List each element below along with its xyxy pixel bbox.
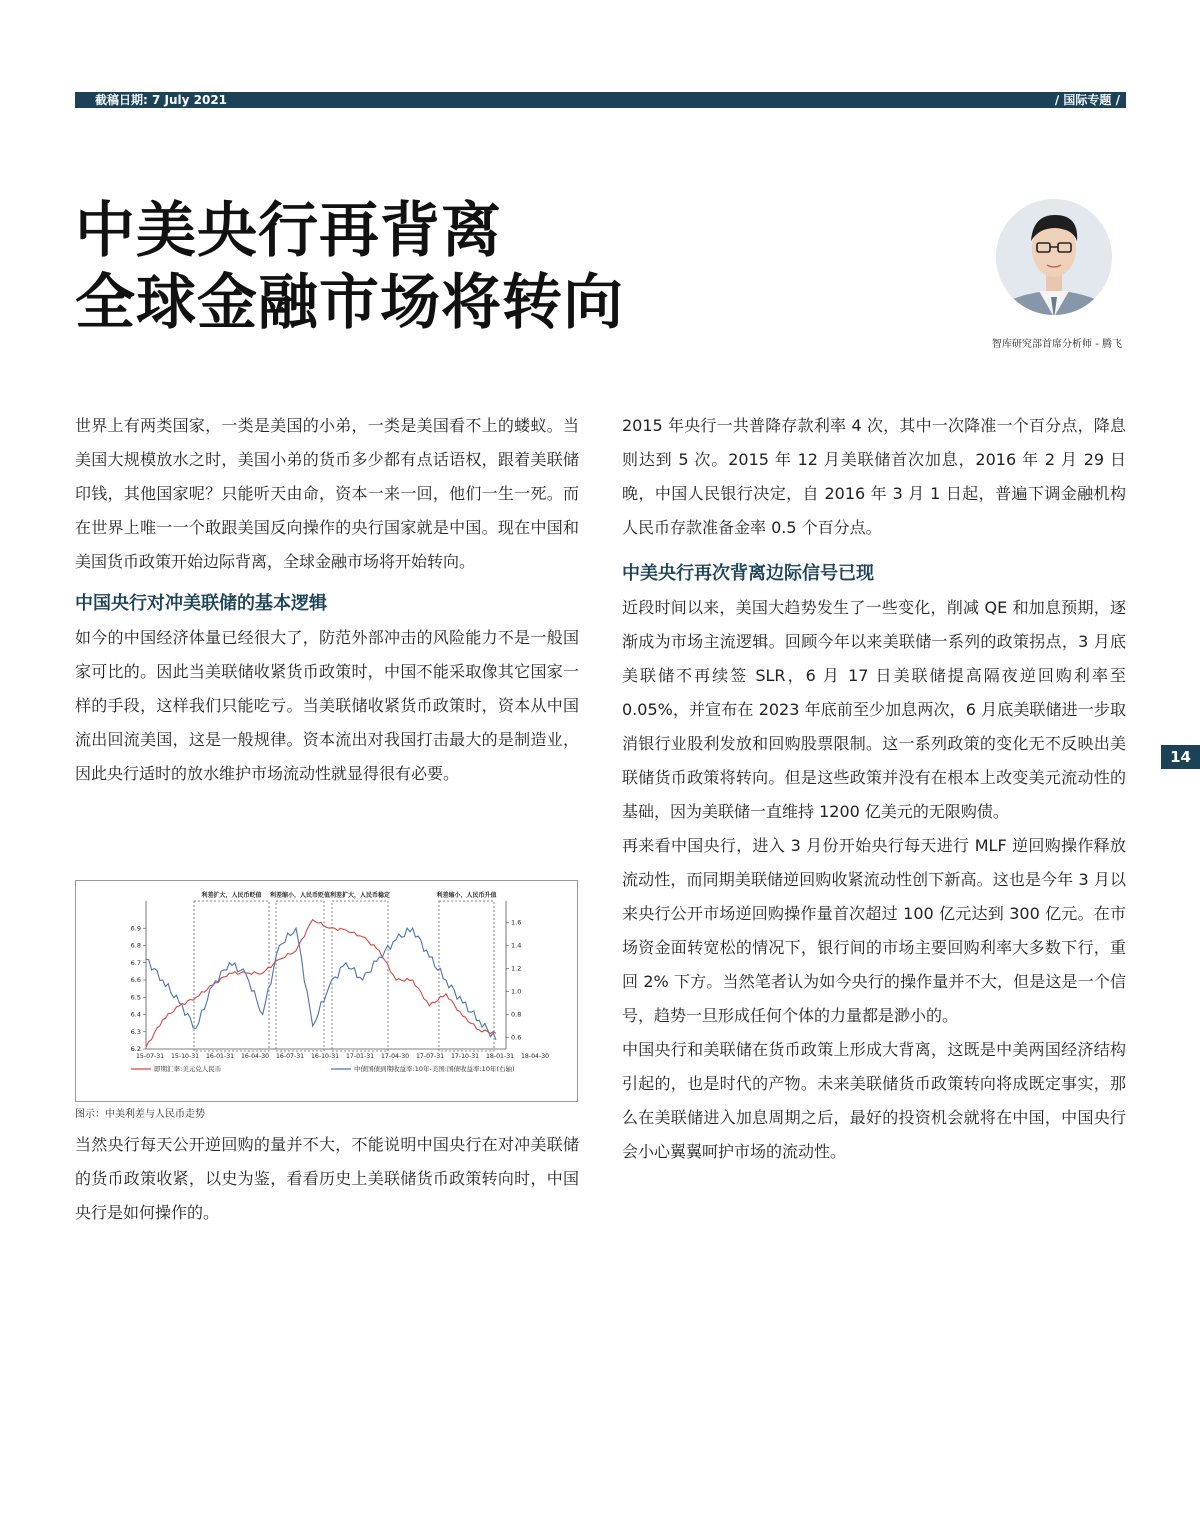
paragraph-history: 当然央行每天公开逆回购的量并不大，不能说明中国央行在对冲美联储的货币政策收紧，以史为鉴，看看历史上美联储货币政策转向时，中国央行是如何操作的。 <box>75 1135 579 1222</box>
chart-x-tick-label: 15-10-31 <box>171 1053 200 1060</box>
section-label: / 国际专题 / <box>1054 93 1120 107</box>
chart-left-tick-label: 6.8 <box>130 941 141 950</box>
page-number: 14 <box>1161 745 1200 769</box>
chart-caption: 图示：中美利差与人民币走势 <box>75 1109 205 1120</box>
section-heading-2: 中美央行再次背离边际信号已现 <box>622 563 874 584</box>
chart-x-tick-label: 17-07-31 <box>416 1053 445 1060</box>
chart-legend-label: 中债国债到期收益率:10年-美国:国债收益率:10年(右轴) <box>354 1065 515 1073</box>
chart-region-label: 利差扩大，人民币贬值 <box>201 892 262 899</box>
right-column <box>622 409 1126 1169</box>
author-byline: 智库研究部首席分析师 - 腾飞 <box>992 339 1122 350</box>
chart-region-box <box>332 901 388 1051</box>
left-column <box>75 409 579 791</box>
chart-right-tick-label: 1.6 <box>511 918 522 927</box>
chart-right-tick-label: 1.2 <box>511 964 522 973</box>
author-portrait <box>995 195 1113 330</box>
paragraph-pboc: 再来看中国央行，进入 3 月份开始央行每天进行 MLF 逆回购操作释放流动性，而同期美联储逆回购收紧流动性创下新高。这也是今年 3 月以来央行公开市场逆回购操作量首次超过 100 亿元达到 300 亿元。在市场资金面转宽松的情况下，银行间的市场主要回购利率大多数下行，重回 2% 下方。当然笔者认为如今央行的操作量并不大，但是这是一个信号，趋势一旦形成任何个体的力量都是渺小的。 <box>622 836 1126 1025</box>
chart-left-tick-label: 6.5 <box>130 993 141 1002</box>
chart-figure <box>75 880 578 1102</box>
chart-x-tick-label: 17-04-30 <box>381 1053 410 1060</box>
chart-x-tick-label: 16-04-30 <box>241 1053 270 1060</box>
chart-svg <box>76 881 579 1103</box>
issue-date: 截稿日期: 7 July 2021 <box>95 93 228 107</box>
chart-right-tick-label: 0.6 <box>511 1033 522 1042</box>
chart-left-tick-label: 6.3 <box>130 1027 141 1036</box>
chart-left-tick-label: 6.7 <box>130 958 141 967</box>
intro-paragraph: 世界上有两类国家，一类是美国的小弟，一类是美国看不上的蝼蚁。当美国大规模放水之时，美国小弟的货币多少都有点话语权，跟着美联储印钱，其他国家呢？只能听天由命，资本一来一回，他们一生一死。而在世界上唯一一个敢跟美国反向操作的央行国家就是中国。现在中国和美国货币政策开始边际背离，全球金融市场将开始转向。 <box>75 416 579 571</box>
chart-right-tick-label: 0.8 <box>511 1010 522 1019</box>
paragraph-logic: 如今的中国经济体量已经很大了，防范外部冲击的风险能力不是一般国家可比的。因此当美联储收紧货币政策时，中国不能采取像其它国家一样的手段，这样我们只能吃亏。当美联储收紧货币政策时，资本从中国流出回流美国，这是一般规律。资本流出对我国打击最大的是制造业，因此央行适时的放水维护市场流动性就显得很有必要。 <box>75 628 579 783</box>
chart-region-label: 利差扩大，人民币稳定 <box>329 892 391 899</box>
header-bar <box>75 92 1126 108</box>
section-heading-1: 中国央行对冲美联储的基本逻辑 <box>75 593 327 614</box>
chart-x-tick-label: 16-07-31 <box>276 1053 305 1060</box>
chart-x-tick-label: 16-10-31 <box>311 1053 340 1060</box>
chart-x-tick-label: 16-01-31 <box>206 1053 235 1060</box>
chart-region-box <box>194 901 269 1051</box>
title-line-2: 全球金融市场将转向 <box>75 268 624 338</box>
chart-series-line <box>146 920 496 1048</box>
chart-x-tick-label: 18-01-31 <box>486 1053 515 1060</box>
chart-x-tick-label: 17-10-31 <box>451 1053 480 1060</box>
chart-region-box <box>439 901 494 1051</box>
left-column-bottom <box>75 1128 579 1230</box>
chart-left-tick-label: 6.6 <box>130 976 141 984</box>
chart-region-box <box>276 901 324 1051</box>
chart-left-tick-label: 6.4 <box>130 1010 141 1019</box>
chart-left-tick-label: 6.2 <box>130 1045 141 1053</box>
article-title <box>75 195 624 339</box>
chart-x-tick-label: 15-07-31 <box>136 1053 165 1060</box>
chart-right-tick-label: 1.0 <box>511 987 522 996</box>
chart-left-tick-label: 6.9 <box>130 924 141 933</box>
paragraph-conclusion: 中国央行和美联储在货币政策上形成大背离，这既是中美两国经济结构引起的，也是时代的产物。未来美联储货币政策转向将成既定事实，那么在美联储进入加息周期之后，最好的投资机会就将在中国，中国央行会小心翼翼呵护市场的流动性。 <box>622 1040 1126 1161</box>
paragraph-fed: 近段时间以来，美国大趋势发生了一些变化，削减 QE 和加息预期，逐渐成为市场主流逻辑。回顾今年以来美联储一系列的政策拐点，3 月底美联储不再续签 SLR，6 月 17 日美联储提高隔夜逆回购利率至 0.05%，并宣布在 2023 年底前至少加息两次，6 月底美联储进一步取消银行业股利发放和回购股票限制。这一系列政策的变化无不反映出美联储货币政策将转向。但是这些政策并没有在根本上改变美元流动性的基础，因为美联储一直维持 1200 亿美元的无限购债。 <box>622 598 1126 821</box>
paragraph-2015: 2015 年央行一共普降存款利率 4 次，其中一次降准一个百分点，降息则达到 5 次。2015 年 12 月美联储首次加息，2016 年 2 月 29 日晚，中国人民银行决定，自 2016 年 3 月 1 日起，普遍下调金融机构人民币存款准备金率 0.5 个百分点。 <box>622 416 1126 537</box>
chart-region-label: 利差缩小，人民币升值 <box>436 892 497 899</box>
title-line-1: 中美央行再背离 <box>75 196 502 266</box>
chart-legend-label: 即期汇率:美元兑人民币 <box>154 1065 222 1073</box>
chart-x-tick-label: 18-04-30 <box>521 1053 550 1060</box>
chart-x-tick-label: 17-01-31 <box>346 1053 375 1060</box>
chart-region-label: 利差缩小，人民币贬值 <box>269 892 331 899</box>
chart-right-tick-label: 1.4 <box>511 941 522 950</box>
chart-series-line <box>146 928 496 1040</box>
